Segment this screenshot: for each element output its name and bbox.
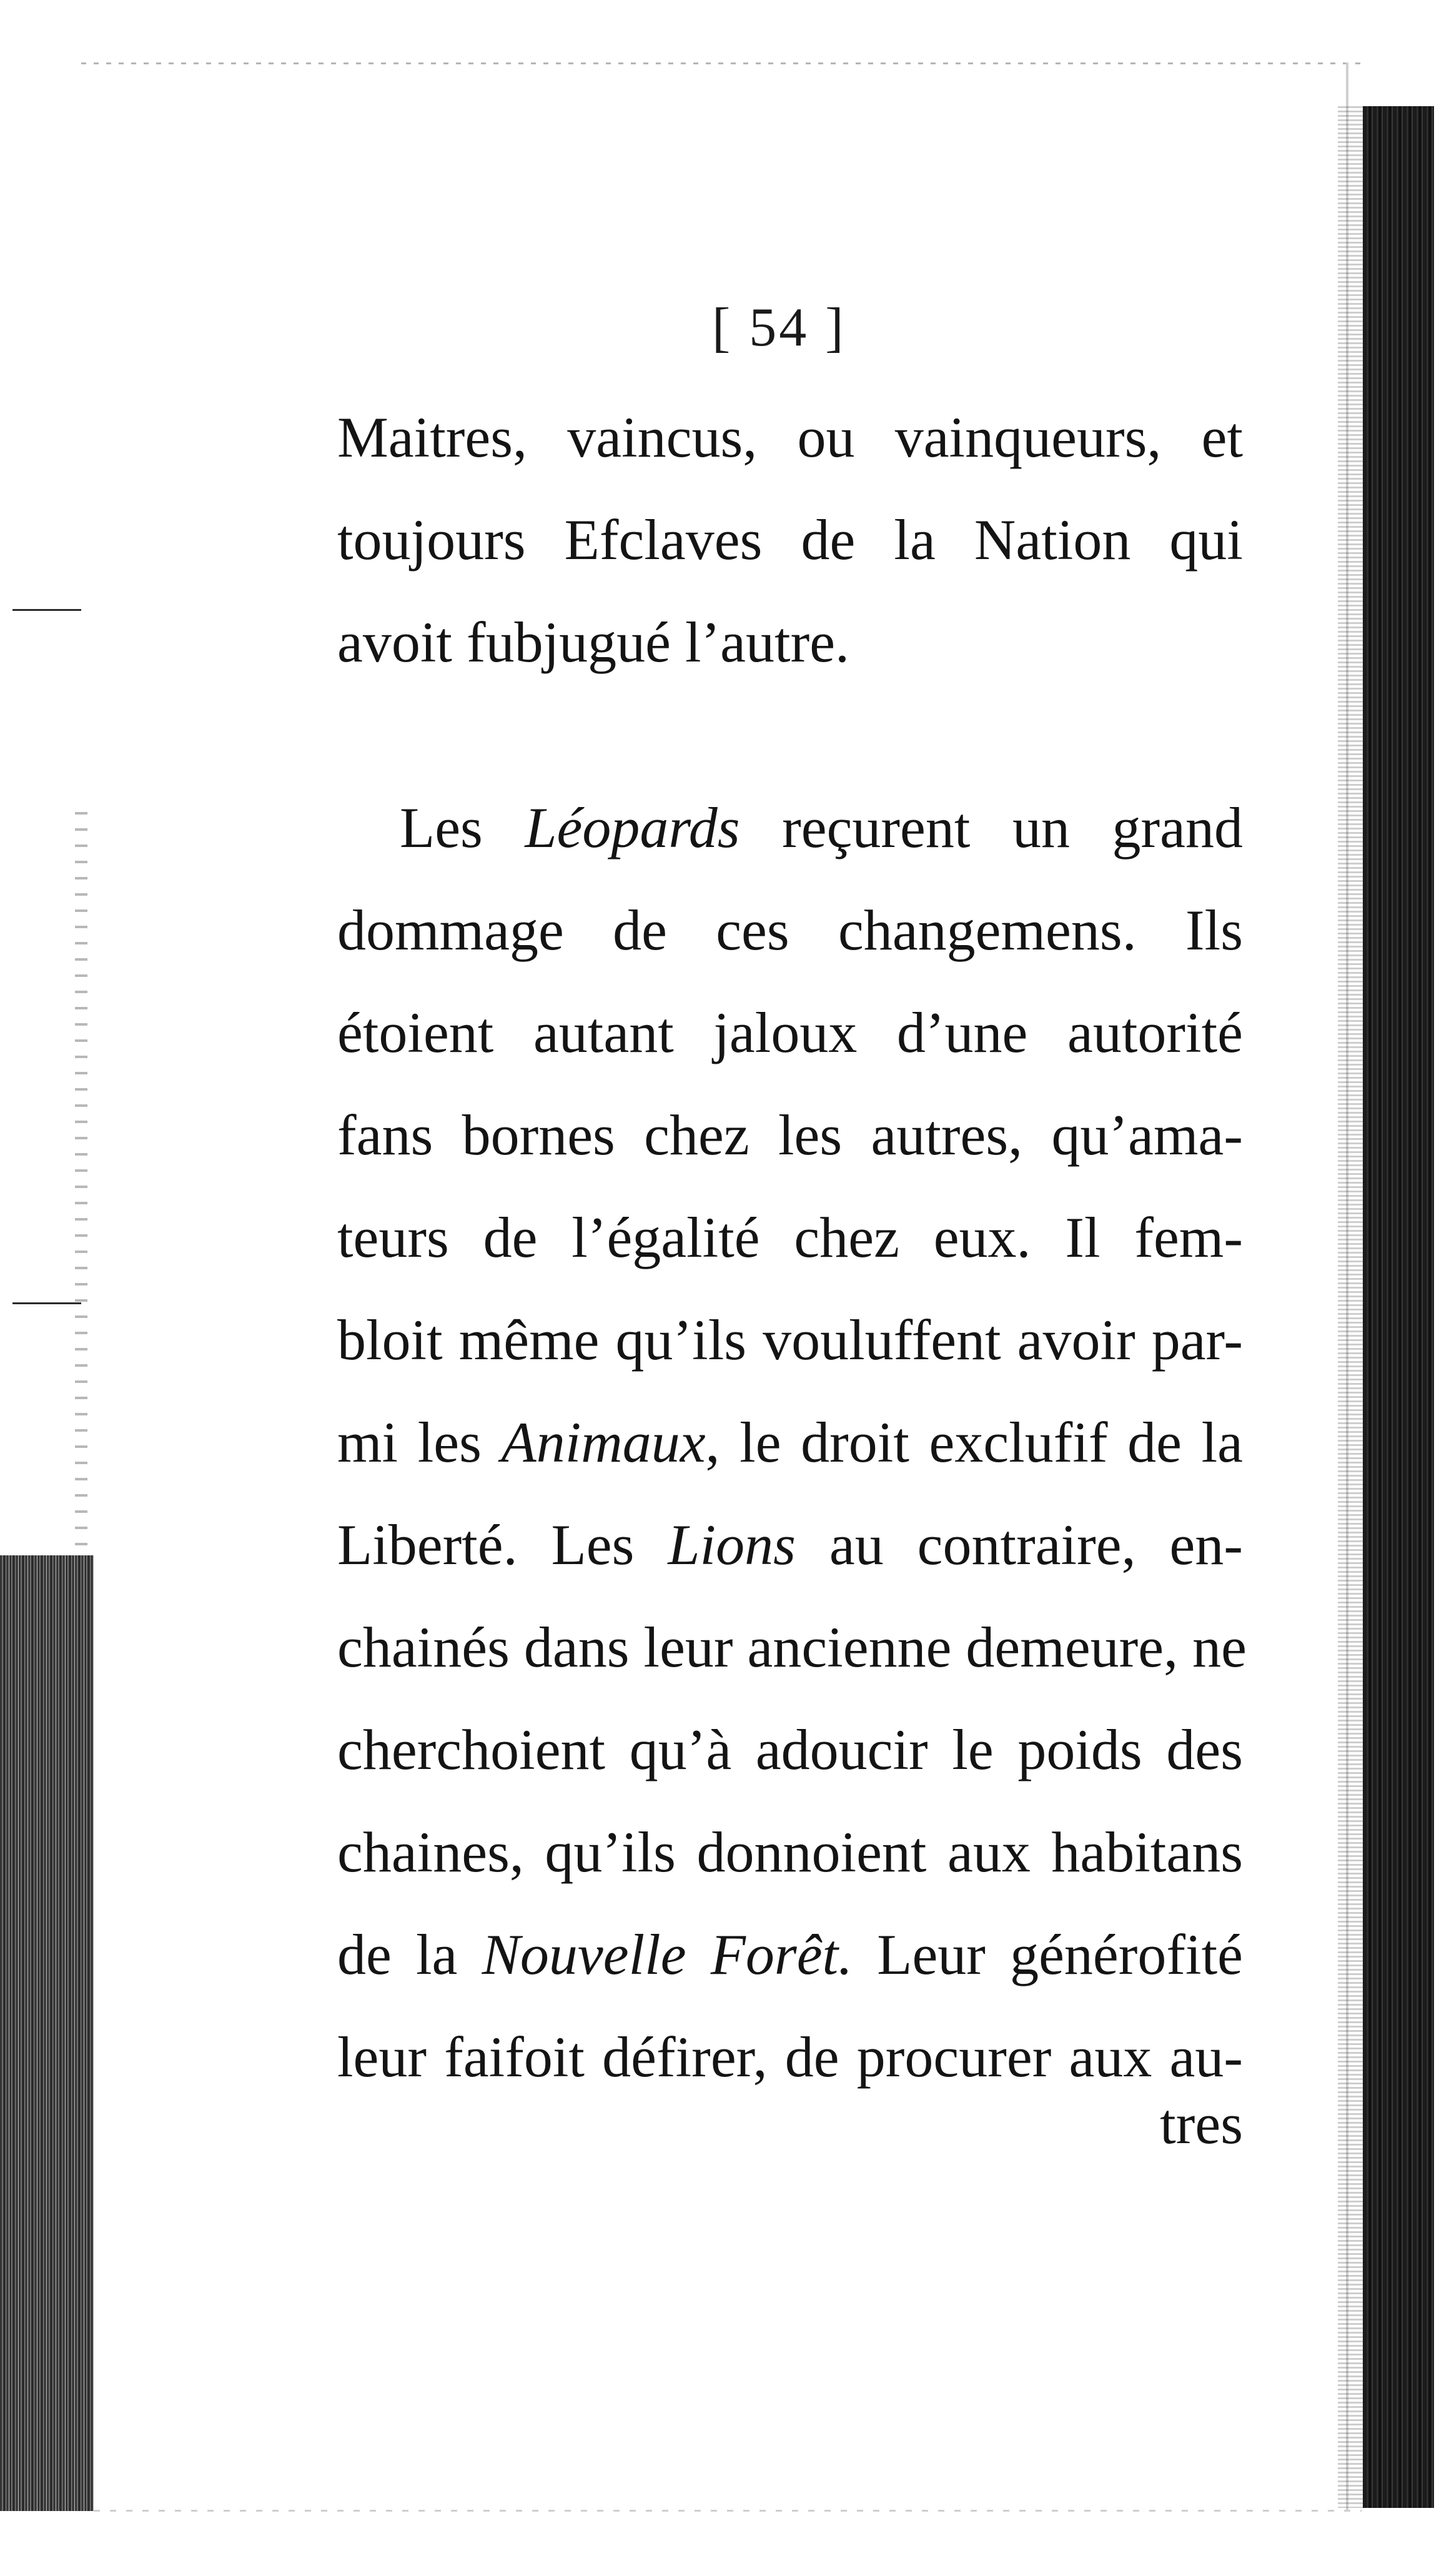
- page-top-border: [81, 62, 1362, 64]
- text-segment: , le droit exclufif de la: [705, 1410, 1243, 1474]
- text-segment: étoient autant jaloux d’une autorité: [337, 1001, 1243, 1064]
- text-line: [337, 1917, 1243, 1992]
- text-segment: de la: [337, 1923, 482, 1986]
- scan-left-dots: [75, 812, 87, 1549]
- text-line: [337, 1507, 1243, 1582]
- text-segment: leur faifoit défirer, de procurer aux au-: [337, 2025, 1243, 2089]
- text-line: [337, 1712, 1243, 1787]
- text-segment: fans bornes chez les autres, qu’ama-: [337, 1103, 1243, 1167]
- page-number: [ 54 ]: [712, 297, 846, 358]
- text-segment: chaines, qu’ils donnoient aux habitans: [337, 1820, 1243, 1884]
- italic-term: Lions: [668, 1513, 796, 1577]
- text-line: [337, 995, 1243, 1070]
- italic-term: Léopards: [525, 796, 740, 859]
- text-line: [337, 1302, 1243, 1377]
- text-segment: Leur générofité: [853, 1923, 1243, 1986]
- scan-left-mark: [12, 1302, 81, 1304]
- text-line: [337, 2019, 1243, 2094]
- text-line: toujours Efclaves de la Nation qui: [337, 508, 1243, 572]
- text-line: [337, 1610, 1247, 1685]
- text-line: [337, 1405, 1243, 1480]
- text-segment: au contraire, en-: [795, 1513, 1244, 1577]
- text-line: avoit fubjugué l’autre.: [337, 610, 850, 674]
- text-segment: Liberté. Les: [337, 1513, 668, 1577]
- text-segment: Les: [400, 796, 525, 859]
- page-bottom-border: [94, 2510, 1362, 2512]
- text-line: [337, 1097, 1243, 1172]
- text-line: [337, 1815, 1243, 1890]
- scan-left-edge: [0, 1555, 94, 2511]
- text-line: [337, 893, 1243, 968]
- text-line: [337, 1200, 1243, 1275]
- text-segment: cherchoient qu’à adoucir le poids des: [337, 1718, 1243, 1781]
- text-segment: bloit même qu’ils vouluffent avoir par-: [337, 1308, 1243, 1372]
- text-segment: mi les: [337, 1410, 502, 1474]
- scan-binding-edge: [1363, 106, 1434, 2508]
- catchword: tres: [1160, 2092, 1243, 2156]
- text-line: [400, 790, 1243, 865]
- italic-term: Nouvelle Forêt.: [482, 1923, 853, 1986]
- scan-left-mark: [12, 609, 81, 611]
- text-segment: teurs de l’égalité chez eux. Il fem-: [337, 1206, 1243, 1269]
- text-line: Maitres, vaincus, ou vainqueurs, et: [337, 405, 1243, 469]
- text-segment: dommage de ces changemens. Ils: [337, 898, 1243, 962]
- text-segment: reçurent un grand: [739, 796, 1243, 859]
- italic-term: Animaux: [501, 1410, 706, 1474]
- text-segment: chainés dans leur ancienne demeure, ne: [337, 1615, 1247, 1679]
